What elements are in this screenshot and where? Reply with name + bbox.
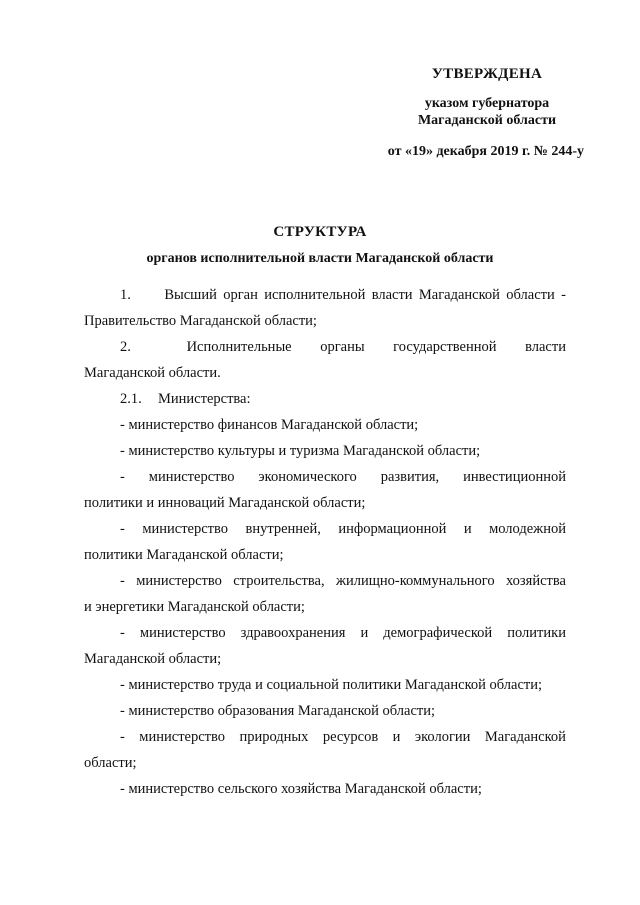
item-number: 1. <box>120 287 131 303</box>
document-body <box>84 282 566 802</box>
list-item: - министерство внутренней, информационной и молодежной политики Магаданской области; <box>84 516 566 568</box>
list-item: - министерство сельского хозяйства Магаданской области; <box>120 781 482 797</box>
list-item <box>84 386 566 412</box>
approval-date: от «19» декабря 2019 г. № 244-у <box>387 144 584 159</box>
item-continuation: Магаданской области; <box>84 651 222 667</box>
approval-line-2: Магаданской области <box>417 113 557 128</box>
document-subtitle: органов исполнительной власти Магаданской области <box>146 251 494 266</box>
list-item: - министерство образования Магаданской области; <box>120 703 436 719</box>
list-item: - министерство здравоохранения и демографической политики Магаданской области; <box>84 620 566 672</box>
list-item: - министерство строительства, жилищно-коммунального хозяйства и энергетики Магаданской области; <box>84 568 566 620</box>
list-item: - министерство природных ресурсов и экологии Магаданской области; <box>84 724 566 776</box>
item-label: Министерства: <box>158 391 251 407</box>
list-item: - министерство экономического развития, инвестиционной политики и инноваций Магаданской области; <box>84 464 566 516</box>
list-item: - министерство финансов Магаданской области; <box>120 417 419 433</box>
approval-title: УТВЕРЖДЕНА <box>431 66 543 82</box>
approval-block <box>322 66 582 160</box>
item-continuation: политики и инноваций Магаданской области; <box>84 495 366 511</box>
item-continuation: политики Магаданской области; <box>84 547 284 563</box>
item-continuation: Правительство Магаданской области; <box>84 313 317 329</box>
document-title: СТРУКТУРА <box>273 224 367 240</box>
list-item: 1. Высший орган исполнительной власти Магаданской области - Правительство Магаданской области; <box>84 282 566 334</box>
item-continuation: области; <box>84 755 137 771</box>
item-number: 2.1. <box>120 391 142 407</box>
list-item: - министерство труда и социальной политики Магаданской области; <box>120 677 543 693</box>
approval-line-1: указом губернатора <box>424 96 550 111</box>
item-number: 2. <box>120 339 131 355</box>
item-continuation: и энергетики Магаданской области; <box>84 599 305 615</box>
item-continuation: Магаданской области. <box>84 365 221 381</box>
list-item: - министерство культуры и туризма Магаданской области; <box>120 443 481 459</box>
list-item: 2. Исполнительные органы государственной власти Магаданской области. <box>84 334 566 386</box>
